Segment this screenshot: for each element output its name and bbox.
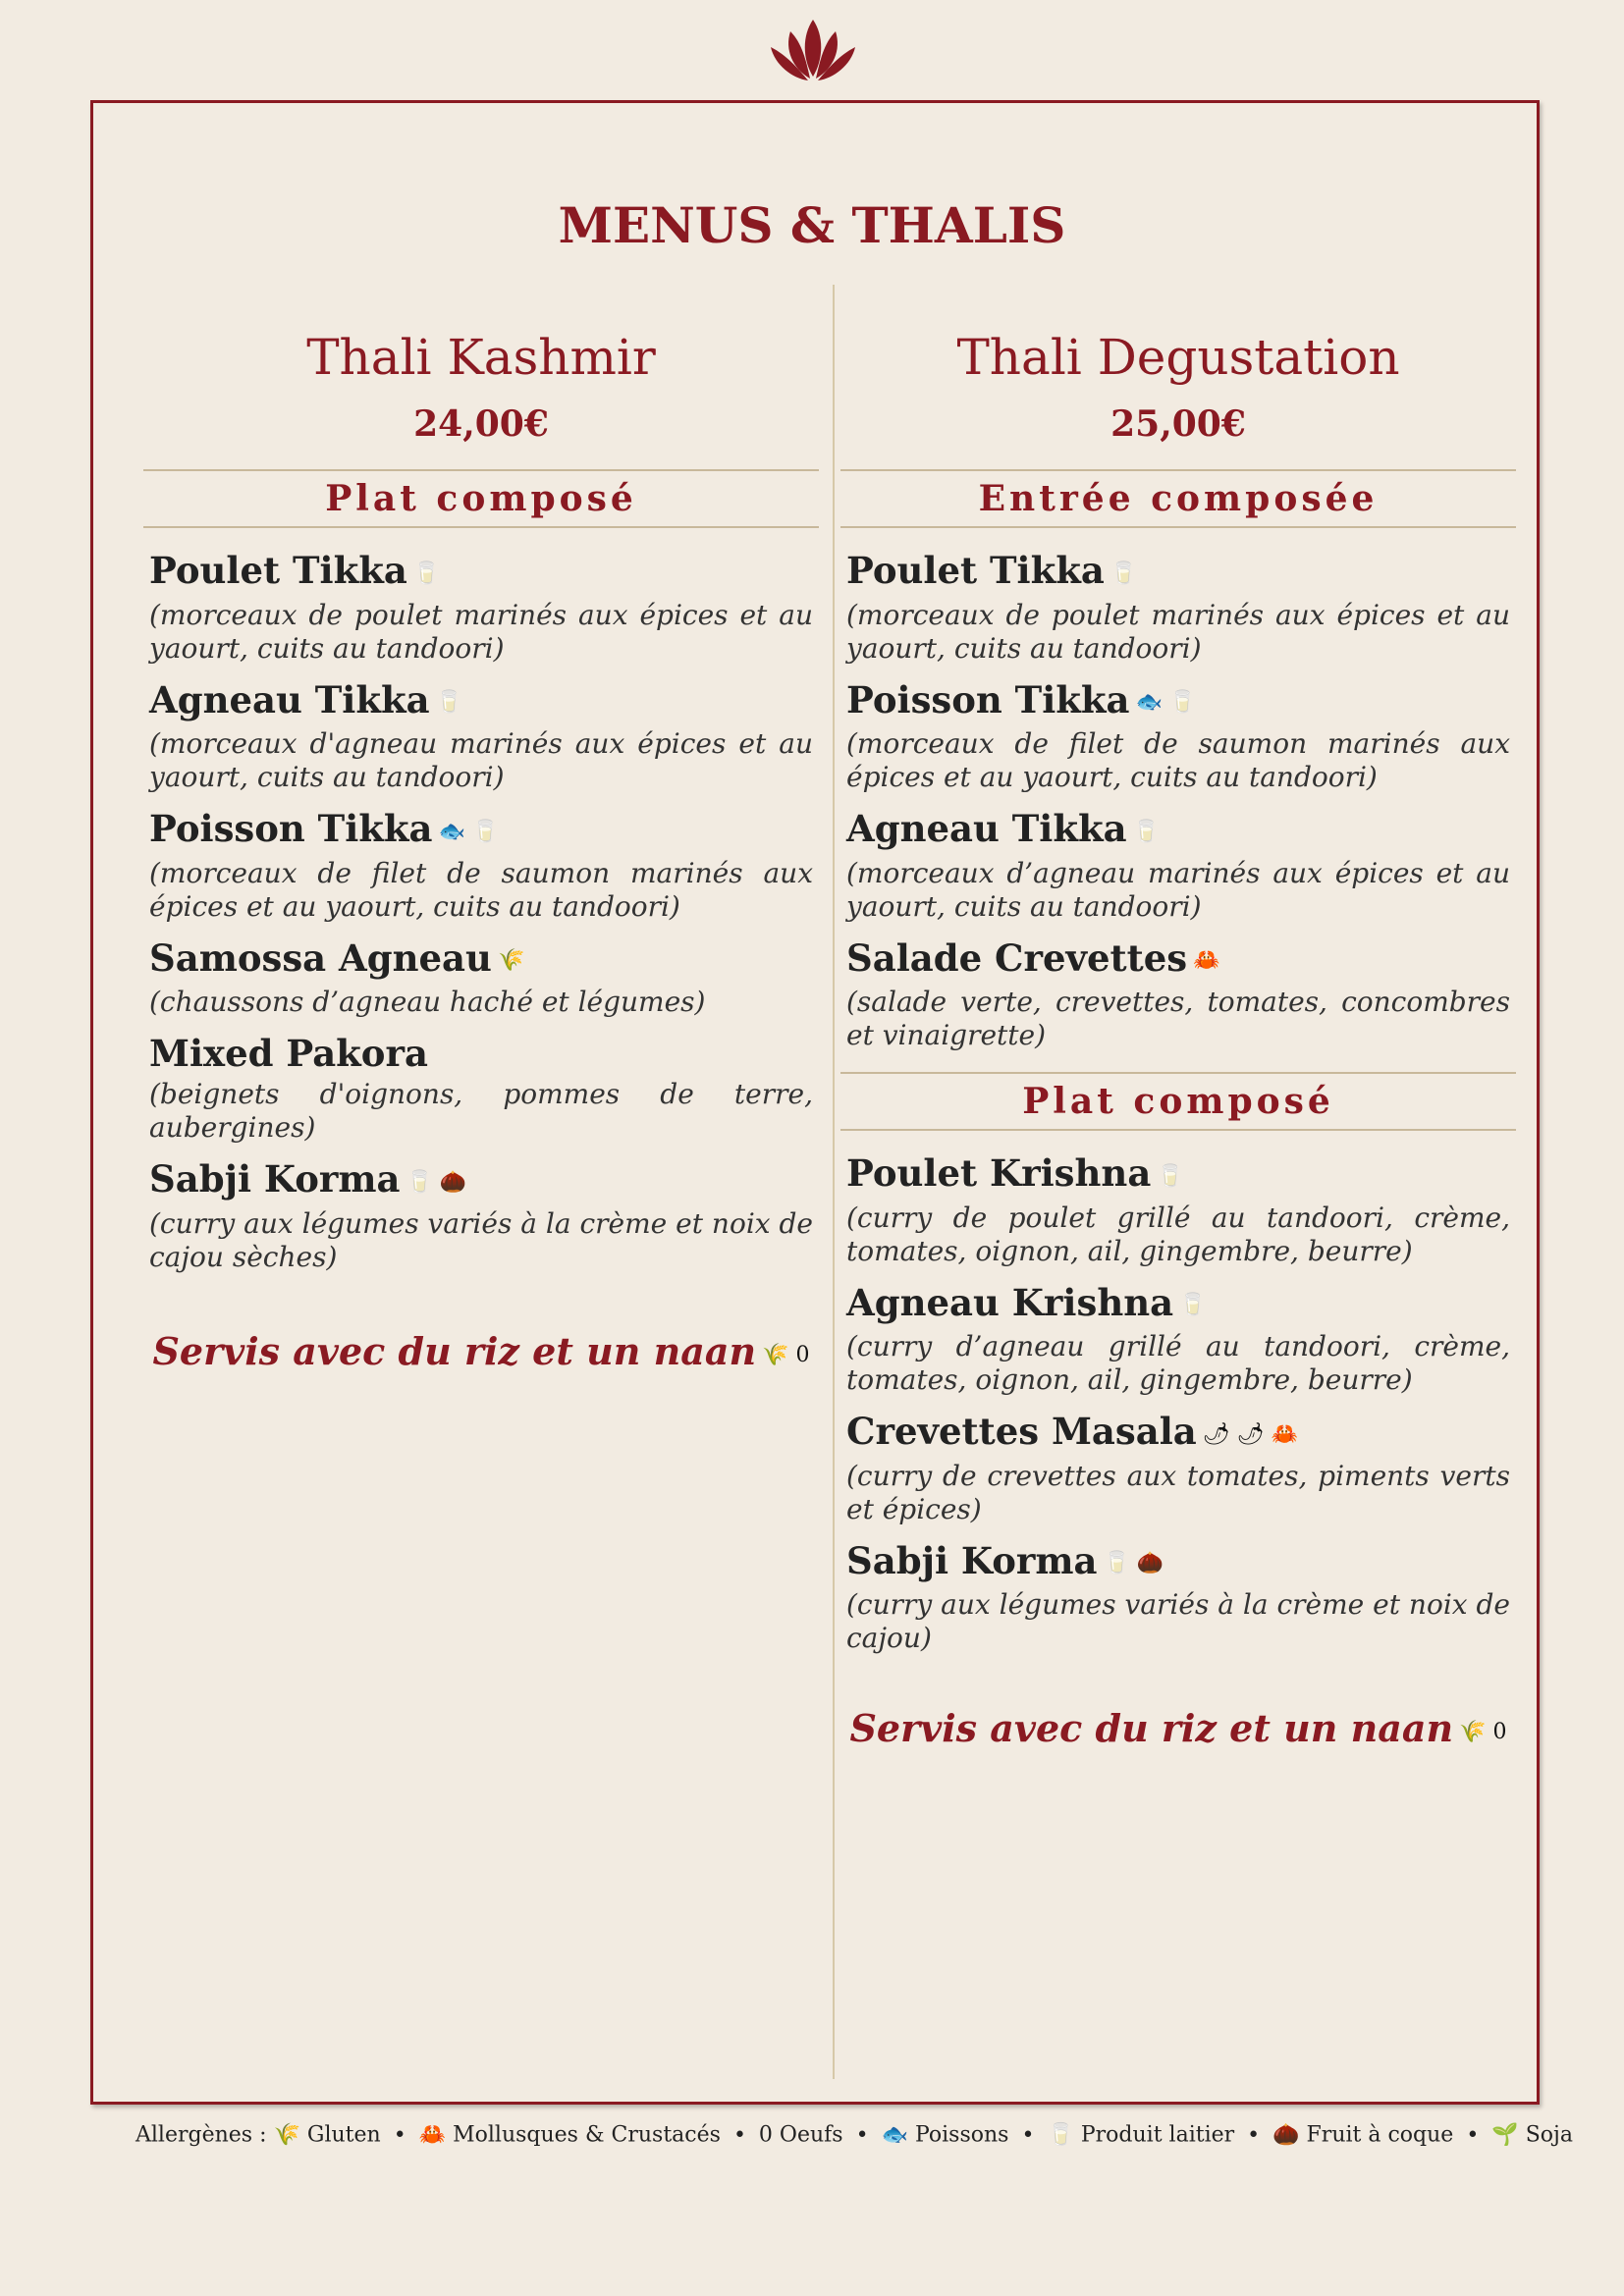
item-name: Sabji Korma	[149, 1157, 401, 1201]
column-divider	[833, 285, 835, 2079]
allergen-icons: 🌾 0	[762, 1342, 810, 1367]
item-name: Poulet Krishna	[846, 1151, 1152, 1195]
item-name: Poulet Tikka	[149, 549, 407, 592]
item-description: (morceaux d'agneau marinés aux épices et au yaourt, cuits au tandoori)	[149, 727, 813, 793]
menu-item	[846, 546, 1510, 666]
section-heading: Entrée composée	[840, 469, 1516, 528]
menu-item	[149, 546, 813, 666]
legend-label: Poissons	[914, 2122, 1009, 2148]
section-heading: Plat composé	[143, 469, 819, 528]
allergen-icons: 🦀	[1193, 948, 1220, 973]
menu-item	[846, 1148, 1510, 1268]
item-name: Poisson Tikka	[846, 677, 1130, 721]
item-name: Agneau Tikka	[149, 677, 430, 721]
item-description: (curry aux légumes variés à la crème et noix de cajou)	[846, 1588, 1510, 1654]
item-list	[840, 1131, 1516, 1655]
legend-label: Produit laitier	[1080, 2122, 1235, 2148]
item-name: Poulet Tikka	[846, 549, 1105, 592]
item-name: Poisson Tikka	[149, 807, 433, 850]
item-description: (curry de crevettes aux tomates, piments verts et épices)	[846, 1459, 1510, 1525]
legend-label: Mollusques & Crustacés	[453, 2122, 721, 2148]
crab-icon: 🦀	[418, 2122, 447, 2148]
legend-prefix: Allergènes :	[135, 2122, 267, 2148]
gluten-icon: 🌾	[273, 2122, 300, 2148]
item-name: Salade Crevettes	[846, 935, 1188, 980]
item-name: Samossa Agneau	[149, 935, 492, 980]
allergen-icons: 🥛	[1179, 1293, 1207, 1317]
served-with-note	[143, 1329, 819, 1373]
item-description: (salade verte, crevettes, tomates, concombres et vinaigrette)	[846, 986, 1510, 1051]
menu-item	[149, 1029, 813, 1145]
milk-icon: 🥛	[1047, 2122, 1074, 2148]
legend-label: Fruit à coque	[1306, 2122, 1454, 2148]
menu-item	[846, 675, 1510, 795]
menu-price: 24,00€	[413, 403, 549, 445]
served-with-note	[840, 1706, 1516, 1750]
menu-item	[846, 934, 1510, 1053]
menu-item	[846, 1278, 1510, 1398]
item-name: Crevettes Masala	[846, 1410, 1197, 1453]
item-name: Mixed Pakora	[149, 1032, 428, 1075]
allergen-icons: 🥛	[1157, 1163, 1184, 1189]
allergen-icons: 🥛	[412, 561, 441, 586]
item-description: (curry d’agneau grillé au tandoori, crème, tomates, oignon, ail, gingembre, beurre)	[846, 1330, 1510, 1396]
allergen-icons: 🥛	[435, 690, 463, 715]
item-list	[143, 528, 819, 1274]
menu-item	[149, 934, 813, 1020]
menu-name: Thali Kashmir	[306, 329, 656, 386]
soy-icon: 🌱	[1491, 2122, 1519, 2148]
allergen-icons: 🥛 🌰	[406, 1169, 467, 1195]
egg-icon: 0	[758, 2122, 773, 2148]
page-title: MENUS & THALIS	[558, 196, 1066, 254]
menu-item	[846, 804, 1510, 924]
menu-price: 25,00€	[1110, 403, 1246, 445]
menu-item	[149, 804, 813, 924]
served-text: Servis avec du riz et un naan	[152, 1328, 757, 1373]
legend-label: Oeufs	[779, 2122, 843, 2148]
menu-item	[149, 675, 813, 795]
served-text: Servis avec du riz et un naan	[849, 1706, 1454, 1750]
item-description: (morceaux de filet de saumon marinés aux épices et au yaourt, cuits au tandoori)	[846, 727, 1510, 793]
item-description: (beignets d'oignons, pommes de terre, aubergines)	[149, 1078, 813, 1144]
menu-item	[846, 1536, 1510, 1656]
menu-column-left	[143, 326, 819, 1373]
menu-item	[846, 1407, 1510, 1526]
allergen-icons: 🌶 🌶 🦀	[1202, 1421, 1298, 1447]
item-list	[840, 528, 1516, 1052]
item-description: (chaussons d’agneau haché et légumes)	[149, 986, 706, 1018]
item-name: Sabji Korma	[846, 1538, 1098, 1582]
menu-item	[149, 1154, 813, 1274]
menu-name: Thali Degustation	[956, 329, 1400, 386]
item-description: (morceaux d’agneau marinés aux épices et au yaourt, cuits au tandoori)	[846, 856, 1510, 923]
item-description: (morceaux de poulet marinés aux épices et au yaourt, cuits au tandoori)	[846, 598, 1510, 665]
nut-icon: 🌰	[1272, 2122, 1300, 2148]
allergen-icons: 🥛	[1132, 819, 1161, 844]
allergen-icons: 🐟 🥛	[1135, 690, 1197, 715]
item-description: (curry de poulet grillé au tandoori, crème, tomates, oignon, ail, gingembre, beurre)	[846, 1201, 1510, 1267]
allergen-icons: 🐟 🥛	[438, 819, 500, 844]
item-description: (morceaux de poulet marinés aux épices et au yaourt, cuits au tandoori)	[149, 598, 813, 665]
legend-label: Soja	[1525, 2122, 1573, 2148]
legend-label: Gluten	[306, 2122, 381, 2148]
allergen-icons: 🥛	[1110, 561, 1138, 586]
fish-icon: 🐟	[881, 2122, 908, 2148]
lotus-logo-icon	[767, 18, 859, 86]
allergen-legend: Allergènes : 🌾 Gluten • 🦀 Mollusques & Crustacés • 0 Oeufs • 🐟 Poissons • 🥛 Produit laitier • 🌰 Fruit à coque • 🌱 Soja	[135, 2122, 1573, 2148]
allergen-icons: 🌾	[497, 948, 525, 973]
item-description: (curry aux légumes variés à la crème et noix de cajou sèches)	[149, 1206, 813, 1273]
allergen-icons: 🌾 0	[1459, 1720, 1507, 1744]
item-description: (morceaux de filet de saumon marinés aux épices et au yaourt, cuits au tandoori)	[149, 856, 813, 923]
allergen-icons: 🥛 🌰	[1103, 1551, 1164, 1575]
item-name: Agneau Krishna	[846, 1280, 1174, 1324]
item-name: Agneau Tikka	[846, 807, 1127, 850]
section-heading: Plat composé	[840, 1072, 1516, 1131]
menu-column-right	[840, 326, 1516, 1750]
